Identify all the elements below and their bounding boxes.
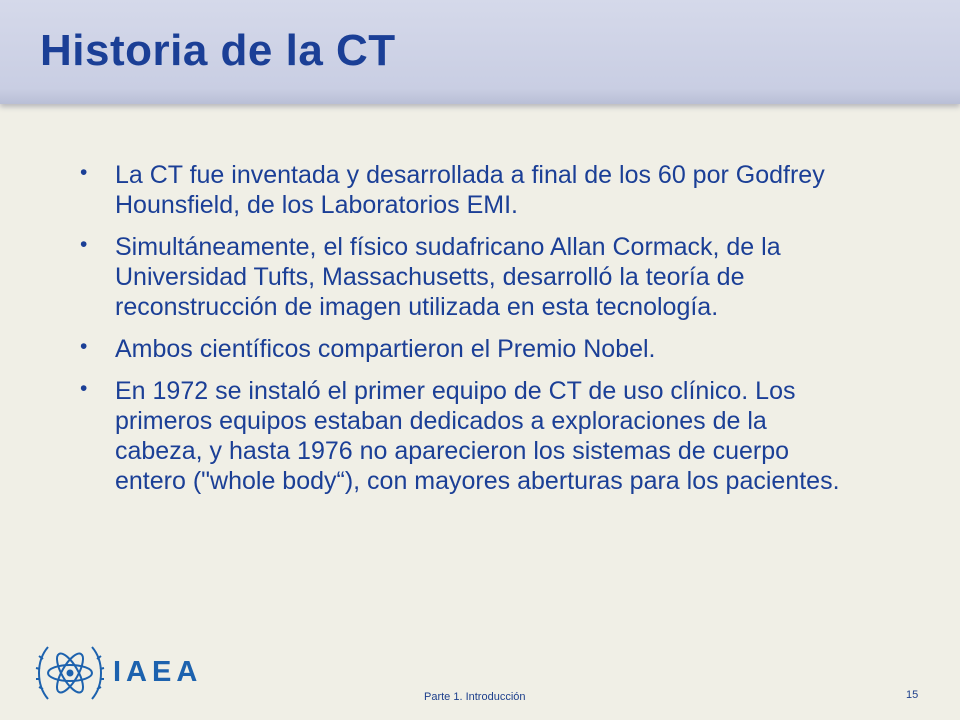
bullet-list: [80, 160, 850, 508]
footer-section: Parte 1. Introducción: [424, 691, 526, 703]
bullet-text: La CT fue inventada y desarrollada a final de los 60 por Godfrey Hounsfield, de los Laboratorios EMI.: [115, 161, 825, 219]
title-bar: [0, 0, 960, 104]
un-emblem-atom-icon: [34, 637, 106, 709]
bullet-text: Simultáneamente, el físico sudafricano Allan Cormack, de la Universidad Tufts, Massachusetts, desarrolló la teoría de reconstrucción de imagen utilizada en esta tecnología.: [115, 233, 781, 321]
bullet-item: [80, 334, 850, 364]
slide-title: Historia de la CT: [40, 26, 396, 75]
bullet-item: [80, 232, 850, 322]
bullet-icon: •: [80, 377, 88, 400]
page-number: 15: [906, 689, 919, 701]
bullet-text: Ambos científicos compartieron el Premio Nobel.: [115, 335, 656, 363]
bullet-icon: •: [80, 335, 88, 358]
bullet-item: [80, 160, 850, 220]
bullet-icon: •: [80, 233, 88, 256]
bullet-icon: •: [80, 161, 88, 184]
bullet-text: En 1972 se instaló el primer equipo de CT de uso clínico. Los primeros equipos estaban dedicados a exploraciones de la cabeza, y hasta 1976 no aparecieron los sistemas de cuerpo entero ("whole body“), con mayores aberturas para los pacientes.: [115, 377, 840, 495]
organization-name: IAEA: [113, 656, 203, 688]
bullet-item: [80, 376, 850, 496]
